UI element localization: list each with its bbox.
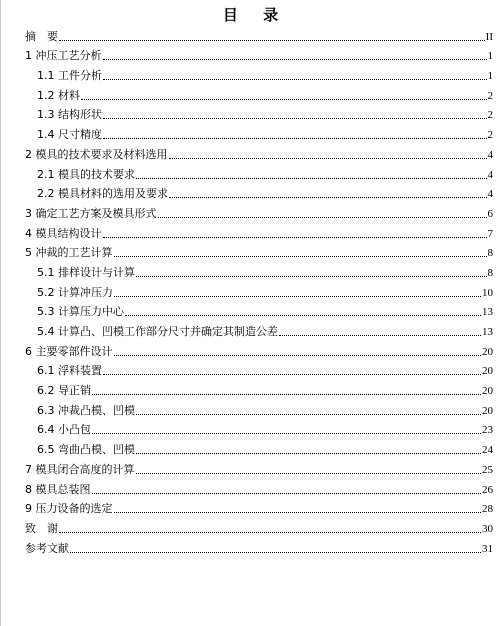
toc-entry-page-number: 20: [482, 345, 493, 358]
toc-entry-page-number: 4: [487, 188, 493, 201]
toc-entry-line: [25, 340, 493, 360]
toc-leader-dots: [136, 473, 482, 474]
toc-entry[interactable]: [0, 222, 501, 242]
toc-entry-label: 1.1 工件分析: [37, 69, 102, 83]
toc-entry-page-number: 2: [487, 129, 493, 142]
toc-entry[interactable]: [0, 301, 501, 321]
toc-entry[interactable]: [0, 202, 501, 222]
toc-entry[interactable]: [0, 537, 501, 557]
toc-entry-label: 6.2 导正销: [37, 384, 91, 398]
toc-entry-label: 5.3 计算压力中心: [37, 305, 124, 319]
toc-entry[interactable]: [0, 360, 501, 380]
toc-leader-dots: [114, 296, 481, 297]
toc-entry-page-number: 1: [487, 70, 493, 83]
toc-entry-page-number: 23: [482, 424, 493, 437]
toc-entry-line: [25, 517, 493, 537]
toc-entry[interactable]: [0, 419, 501, 439]
toc-entry-line: [37, 84, 493, 104]
toc-entry-label: 2 模具的技术要求及材料选用: [25, 147, 168, 161]
toc-entry[interactable]: [0, 242, 501, 262]
toc-entry-line: [37, 281, 493, 301]
toc-leader-dots: [136, 414, 481, 415]
toc-entry-page-number: 4: [487, 168, 493, 181]
toc-leader-dots: [136, 453, 481, 454]
toc-entry-line: [37, 301, 493, 321]
toc-leader-dots: [169, 197, 487, 198]
toc-leader-dots: [103, 138, 487, 139]
table-of-contents: [0, 25, 501, 557]
toc-leader-dots: [114, 512, 482, 513]
toc-leader-dots: [103, 59, 487, 60]
toc-entry[interactable]: [0, 458, 501, 478]
toc-entry-page-number: 20: [482, 404, 493, 417]
toc-entry-page-number: 1: [487, 50, 493, 63]
toc-entry-label: 1.3 结构形状: [37, 108, 102, 122]
toc-entry-line: [37, 320, 493, 340]
toc-entry-line: [37, 183, 493, 203]
toc-entry-page-number: 25: [482, 463, 493, 476]
toc-entry-label: 5.1 排样设计与计算: [37, 265, 135, 279]
toc-leader-dots: [92, 394, 481, 395]
toc-entry-line: [25, 202, 493, 222]
toc-entry[interactable]: [0, 281, 501, 301]
toc-entry[interactable]: [0, 45, 501, 65]
toc-leader-dots: [169, 158, 487, 159]
toc-entry-line: [37, 261, 493, 281]
toc-entry-label: 7 模具闭合高度的计算: [25, 462, 135, 476]
toc-entry-label: 5.4 计算凸、凹模工作部分尺寸并确定其制造公差: [37, 325, 278, 338]
toc-entry-line: [37, 104, 493, 124]
toc-entry[interactable]: [0, 123, 501, 143]
toc-entry-label: 2.1 模具的技术要求: [37, 167, 135, 181]
toc-entry[interactable]: [0, 478, 501, 498]
toc-entry-label: 5 冲裁的工艺计算: [25, 246, 113, 260]
toc-entry-page-number: 2: [487, 109, 493, 122]
toc-entry-label: 6.3 冲裁凸模、凹模: [37, 403, 135, 417]
toc-entry-label: 1.2 材料: [37, 88, 80, 102]
toc-entry[interactable]: [0, 438, 501, 458]
toc-entry-page-number: 30: [482, 522, 493, 535]
toc-entry-page-number: 13: [482, 306, 493, 319]
toc-entry-line: [37, 379, 493, 399]
toc-entry[interactable]: [0, 261, 501, 281]
toc-entry[interactable]: [0, 104, 501, 124]
toc-entry-page-number: 28: [482, 503, 493, 516]
toc-entry-line: [37, 399, 493, 419]
toc-entry-page-number: 20: [482, 385, 493, 398]
toc-entry-line: [37, 438, 493, 458]
toc-entry[interactable]: [0, 25, 501, 45]
toc-entry-label: 4 模具结构设计: [25, 226, 102, 240]
toc-entry[interactable]: [0, 340, 501, 360]
toc-entry-label: 6.5 弯曲凸模、凹模: [37, 443, 135, 457]
toc-entry[interactable]: [0, 183, 501, 203]
toc-entry[interactable]: [0, 84, 501, 104]
toc-leader-dots: [114, 256, 487, 257]
toc-entry-label: 参考文献: [25, 541, 69, 555]
toc-entry-page-number: 4: [487, 148, 493, 161]
toc-entry-line: [37, 163, 493, 183]
toc-entry-label: 2.2 模具材料的选用及要求: [37, 187, 168, 201]
toc-leader-dots: [279, 335, 481, 336]
toc-entry[interactable]: [0, 498, 501, 518]
toc-leader-dots: [158, 217, 487, 218]
toc-entry-line: [25, 537, 493, 557]
toc-entry-label: 1.4 尺寸精度: [37, 128, 102, 142]
toc-entry-page-number: 31: [482, 542, 493, 555]
toc-entry-line: [25, 25, 493, 45]
toc-entry-page-number: 13: [482, 326, 493, 338]
toc-entry-label: 9 压力设备的选定: [25, 502, 113, 516]
toc-leader-dots: [92, 493, 482, 494]
toc-entry-label: 3 确定工艺方案及模具形式: [25, 206, 157, 220]
toc-entry-label: 6 主要零部件设计: [25, 344, 113, 358]
toc-entry-line: [37, 360, 493, 380]
toc-entry[interactable]: [0, 64, 501, 84]
toc-entry-label: 6.4 小凸包: [37, 423, 91, 437]
toc-entry-page-number: 24: [482, 444, 493, 457]
toc-entry-page-number: 8: [487, 266, 493, 279]
toc-entry-page-number: 26: [482, 483, 493, 496]
toc-entry-line: [37, 64, 493, 84]
toc-leader-dots: [136, 178, 487, 179]
toc-leader-dots: [70, 552, 481, 553]
toc-entry[interactable]: [0, 379, 501, 399]
toc-leader-dots: [136, 276, 487, 277]
page-title: 目 录: [222, 6, 289, 24]
toc-leader-dots: [114, 355, 482, 356]
toc-entry-page-number: 20: [482, 365, 493, 378]
toc-leader-dots: [59, 40, 485, 41]
toc-entry-page-number: 10: [482, 286, 493, 299]
toc-entry-line: [25, 143, 493, 163]
toc-leader-dots: [103, 237, 487, 238]
toc-entry-line: [37, 419, 493, 439]
toc-leader-dots: [103, 374, 481, 375]
toc-entry-line: [25, 498, 493, 518]
toc-entry[interactable]: [0, 143, 501, 163]
toc-entry-page-number: II: [485, 30, 493, 43]
toc-entry-page-number: 8: [487, 247, 493, 260]
toc-entry-label: 8 模具总装图: [25, 482, 91, 496]
toc-entry-label: 1 冲压工艺分析: [25, 49, 102, 63]
toc-entry-line: [25, 458, 493, 478]
toc-entry[interactable]: [0, 320, 501, 340]
toc-entry[interactable]: [0, 517, 501, 537]
toc-leader-dots: [81, 99, 487, 100]
toc-entry-page-number: 7: [487, 227, 493, 240]
toc-leader-dots: [103, 79, 487, 80]
toc-entry[interactable]: [0, 163, 501, 183]
toc-leader-dots: [59, 532, 481, 533]
toc-entry-line: [37, 123, 493, 143]
toc-entry[interactable]: [0, 399, 501, 419]
toc-entry-line: [25, 222, 493, 242]
toc-entry-line: [25, 45, 493, 65]
toc-entry-label: 致 谢: [25, 521, 58, 535]
toc-entry-label: 6.1 浮料装置: [37, 364, 102, 378]
toc-leader-dots: [125, 315, 481, 316]
toc-entry-label: 摘 要: [25, 29, 58, 43]
toc-entry-line: [25, 242, 493, 262]
toc-entry-page-number: 6: [487, 207, 493, 220]
toc-entry-label: 5.2 计算冲压力: [37, 285, 113, 299]
toc-leader-dots: [103, 118, 487, 119]
toc-entry-page-number: 2: [487, 89, 493, 102]
toc-leader-dots: [92, 433, 481, 434]
toc-entry-line: [25, 478, 493, 498]
